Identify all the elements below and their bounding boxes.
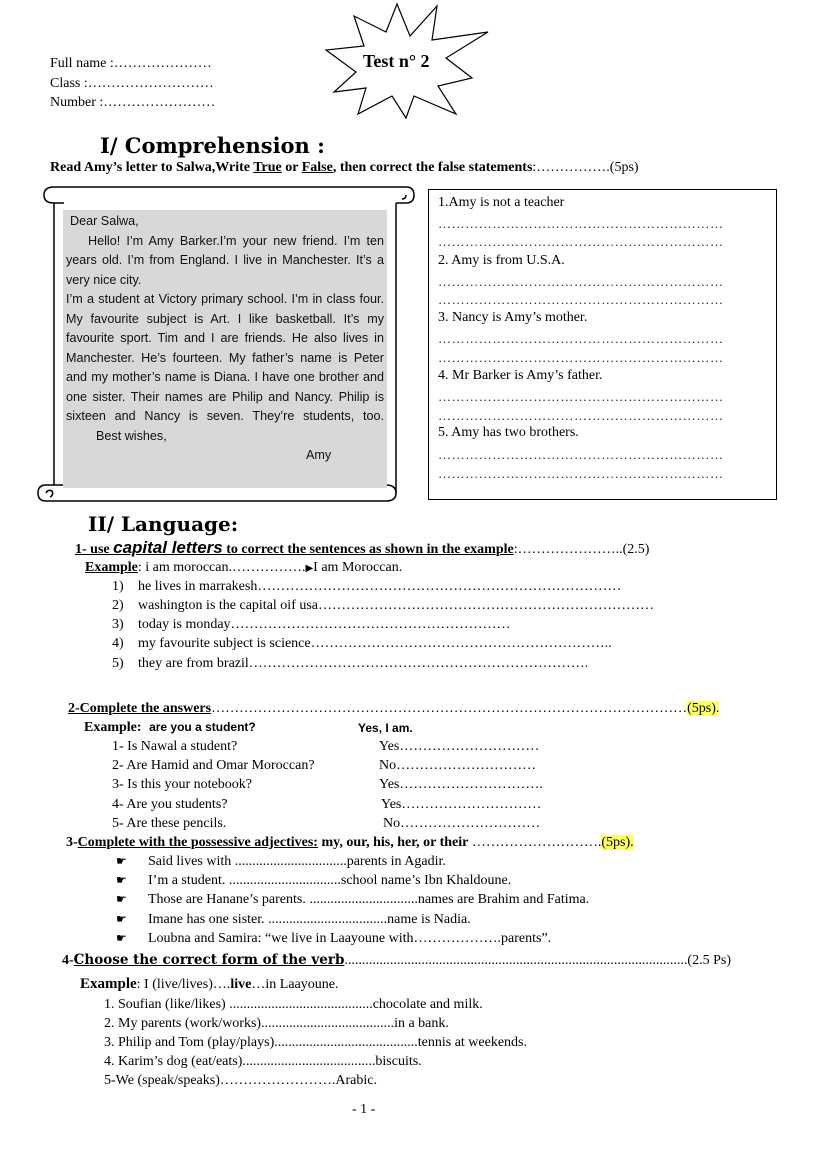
answer-line: ……………………………………………………… [438, 216, 724, 231]
exercise-2-example-answer: Yes, I am. [358, 721, 413, 735]
answer-line: ……………………………………………………… [438, 466, 724, 481]
exercise-1-item: 5) they are from brazil………………………………………………………………. [112, 656, 589, 671]
statement-5: 5. Amy has two brothers. [438, 425, 579, 440]
exercise-2-answer: Yes…………………………. [379, 777, 543, 792]
statement-3: 3. Nancy is Amy’s mother. [438, 310, 588, 325]
answer-line: ……………………………………………………… [438, 234, 724, 249]
exercise-4-item: 1. Soufian (like/likes) .........................................chocolate and milk. [104, 997, 483, 1012]
exercise-1-item: 3) today is monday…………………………………………………… [112, 617, 511, 632]
exercise-1-instructions: 1- use capital letters to correct the sentences as shown in the example:…………………..(2.5) [75, 538, 650, 557]
hand-pointer-icon: ☛ [116, 873, 127, 887]
exercise-2-answer: Yes………………………… [379, 739, 540, 754]
letter-closing: Best wishes, [96, 428, 167, 443]
test-title: Test n° 2 [363, 51, 430, 71]
class-field: Class :……………………… [50, 76, 214, 91]
answer-line: ……………………………………………………… [438, 447, 724, 462]
letter-greeting: Dear Salwa, [70, 214, 139, 228]
exercise-4-item: 3. Philip and Tom (play/plays).........................................tennis at weekends. [104, 1035, 527, 1050]
answer-line: ……………………………………………………… [438, 274, 724, 289]
letter-paragraph-2: I’m a student at Victory primary school. I’m in class four. My favourite subject is Art. I like basketball. It’s my favourite sport. Tim and I are friends. He also lives in Manchester. He’s fourteen. My father’s name is Peter and my mother’s name is Diana. I have one brother and one sister. Their names are Philip and Nancy. Philip is sixteen and Nancy is seven. They’re students, too. [66, 292, 384, 423]
hand-pointer-icon: ☛ [116, 931, 127, 945]
page-number: - 1 - [352, 1102, 376, 1117]
exercise-2-question: 1- Is Nawal a student? [112, 739, 238, 754]
full-name-field: Full name :………………… [50, 56, 212, 71]
language-heading: II/ Language: [88, 512, 239, 536]
statement-2: 2. Amy is from U.S.A. [438, 253, 565, 268]
letter-paragraph-1: Hello! I’m Amy Barker.I’m your new friend. I’m ten years old. I’m from England. I live in Manchester. It’s a very nice city. [66, 233, 384, 287]
statement-1: 1.Amy is not a teacher [438, 195, 565, 210]
exercise-4-item: 4. Karim’s dog (eat/eats)......................................biscuits. [104, 1054, 422, 1069]
exercise-2-question: 4- Are you students? [112, 797, 228, 812]
exercise-2-example: Example: are you a student? [84, 720, 256, 735]
number-field: Number :…………………… [50, 95, 216, 110]
exercise-3-item: ☛ Those are Hanane’s parents. ...............................names are Brahim and Fatima. [116, 892, 590, 907]
answer-line: ……………………………………………………… [438, 350, 724, 365]
hand-pointer-icon: ☛ [116, 854, 127, 868]
exercise-4-example: Example: I (live/lives)….live…in Laayoune. [80, 976, 339, 992]
exercise-3-item: ☛ Imane has one sister. ..................................name is Nadia. [116, 912, 471, 927]
exercise-3-instructions: 3-Complete with the possessive adjectives: my, our, his, her, or their ……………………….(5ps). [66, 835, 634, 850]
exercise-1-item: 1) he lives in marrakesh…………………………………………………………………… [112, 579, 622, 594]
amy-letter [66, 212, 384, 466]
exercise-2-question: 5- Are these pencils. [112, 816, 227, 831]
exercise-2-answer: No………………………… [379, 758, 537, 773]
comprehension-instructions: Read Amy’s letter to Salwa,Write True or False, then correct the false statements:…………….(5ps) [50, 160, 639, 175]
letter-signature: Amy [306, 448, 332, 462]
exercise-2-instructions: 2-Complete the answers…………………………………………………………………………………………(5ps). [68, 701, 720, 716]
hand-pointer-icon: ☛ [116, 912, 127, 926]
exercise-2-answer: Yes………………………… [381, 797, 542, 812]
exercise-4-item: 2. My parents (work/works)......................................in a bank. [104, 1016, 449, 1031]
comprehension-heading: I/ Comprehension : [100, 133, 325, 158]
exercise-4-item: 5-We (speak/speaks)…………………….Arabic. [104, 1073, 377, 1088]
exercise-2-question: 2- Are Hamid and Omar Moroccan? [112, 758, 315, 773]
exercise-4-instructions: 4-Choose the correct form of the verb..................................................................................................(2.5 Ps) [62, 952, 731, 968]
exercise-2-answer: No………………………… [383, 816, 541, 831]
answer-line: ……………………………………………………… [438, 292, 724, 307]
answer-line: ……………………………………………………… [438, 408, 724, 423]
answer-line: ……………………………………………………… [438, 331, 724, 346]
exercise-2-question: 3- Is this your notebook? [112, 777, 252, 792]
answer-line: ……………………………………………………… [438, 389, 724, 404]
exercise-1-item: 4) my favourite subject is science……………………………………………………….. [112, 636, 612, 651]
exercise-1-item: 2) washington is the capital oif usa……………………………………………………………… [112, 598, 655, 613]
exercise-1-example: Example: i am moroccan.…………….▶I am Moroccan. [85, 560, 403, 575]
exercise-3-item: ☛ Said lives with ................................parents in Agadir. [116, 854, 446, 869]
statement-4: 4. Mr Barker is Amy’s father. [438, 368, 603, 383]
hand-pointer-icon: ☛ [116, 892, 127, 906]
exercise-3-item: ☛ I’m a student. ................................school name’s Ibn Khaldoune. [116, 873, 512, 888]
exercise-3-item: ☛ Loubna and Samira: “we live in Laayoune with……………….parents”. [116, 931, 552, 946]
